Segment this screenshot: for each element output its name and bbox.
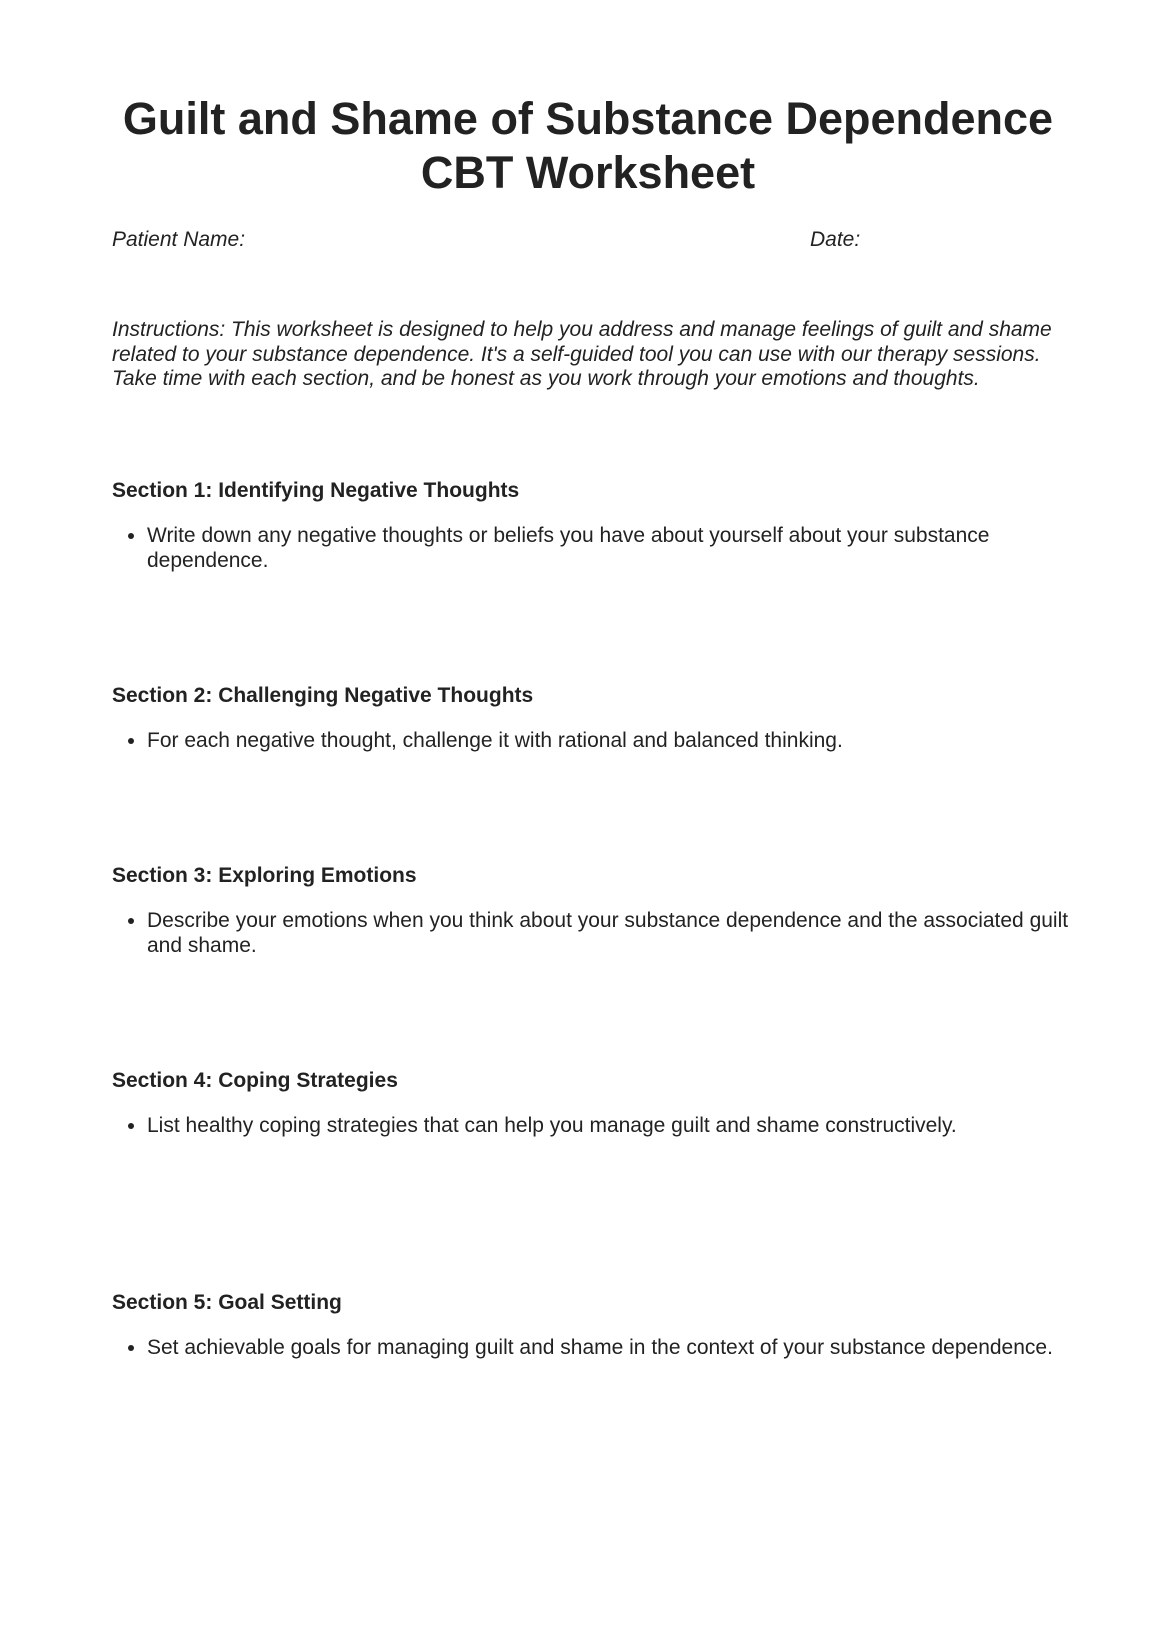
section-bullet: • Write down any negative thoughts or beliefs you have about yourself about your substance dependence. bbox=[147, 523, 1072, 573]
page-title bbox=[0, 92, 1176, 200]
section-2 bbox=[112, 684, 1072, 753]
section-bullet: • For each negative thought, challenge it with rational and balanced thinking. bbox=[147, 728, 1072, 753]
section-3 bbox=[112, 864, 1072, 958]
section-bullet: • List healthy coping strategies that can help you manage guilt and shame constructively. bbox=[147, 1113, 1072, 1138]
section-heading: Section 3: Exploring Emotions bbox=[112, 864, 417, 887]
section-heading: Section 4: Coping Strategies bbox=[112, 1069, 398, 1092]
patient-name-label: Patient Name: bbox=[112, 228, 246, 251]
section-1 bbox=[112, 479, 1072, 573]
date-label: Date: bbox=[810, 228, 861, 251]
section-4 bbox=[112, 1069, 1072, 1138]
section-heading: Section 5: Goal Setting bbox=[112, 1291, 342, 1314]
title-line-1: Guilt and Shame of Substance Dependence bbox=[122, 93, 1054, 144]
section-heading: Section 1: Identifying Negative Thoughts bbox=[112, 479, 520, 502]
section-bullet: • Set achievable goals for managing guilt and shame in the context of your substance dependence. bbox=[147, 1335, 1072, 1360]
section-heading: Section 2: Challenging Negative Thoughts bbox=[112, 684, 534, 707]
section-bullet: • Describe your emotions when you think about your substance dependence and the associated guilt and shame. bbox=[147, 908, 1072, 958]
instructions: Instructions: This worksheet is designed to help you address and manage feelings of guilt and shame related to your substance dependence. It's a self-guided tool you can use with our therapy sessions. Take time with each section, and be honest as you work through your emotions and thoughts. bbox=[112, 318, 1052, 390]
title-line-2: CBT Worksheet bbox=[420, 147, 756, 198]
section-5 bbox=[112, 1291, 1072, 1360]
